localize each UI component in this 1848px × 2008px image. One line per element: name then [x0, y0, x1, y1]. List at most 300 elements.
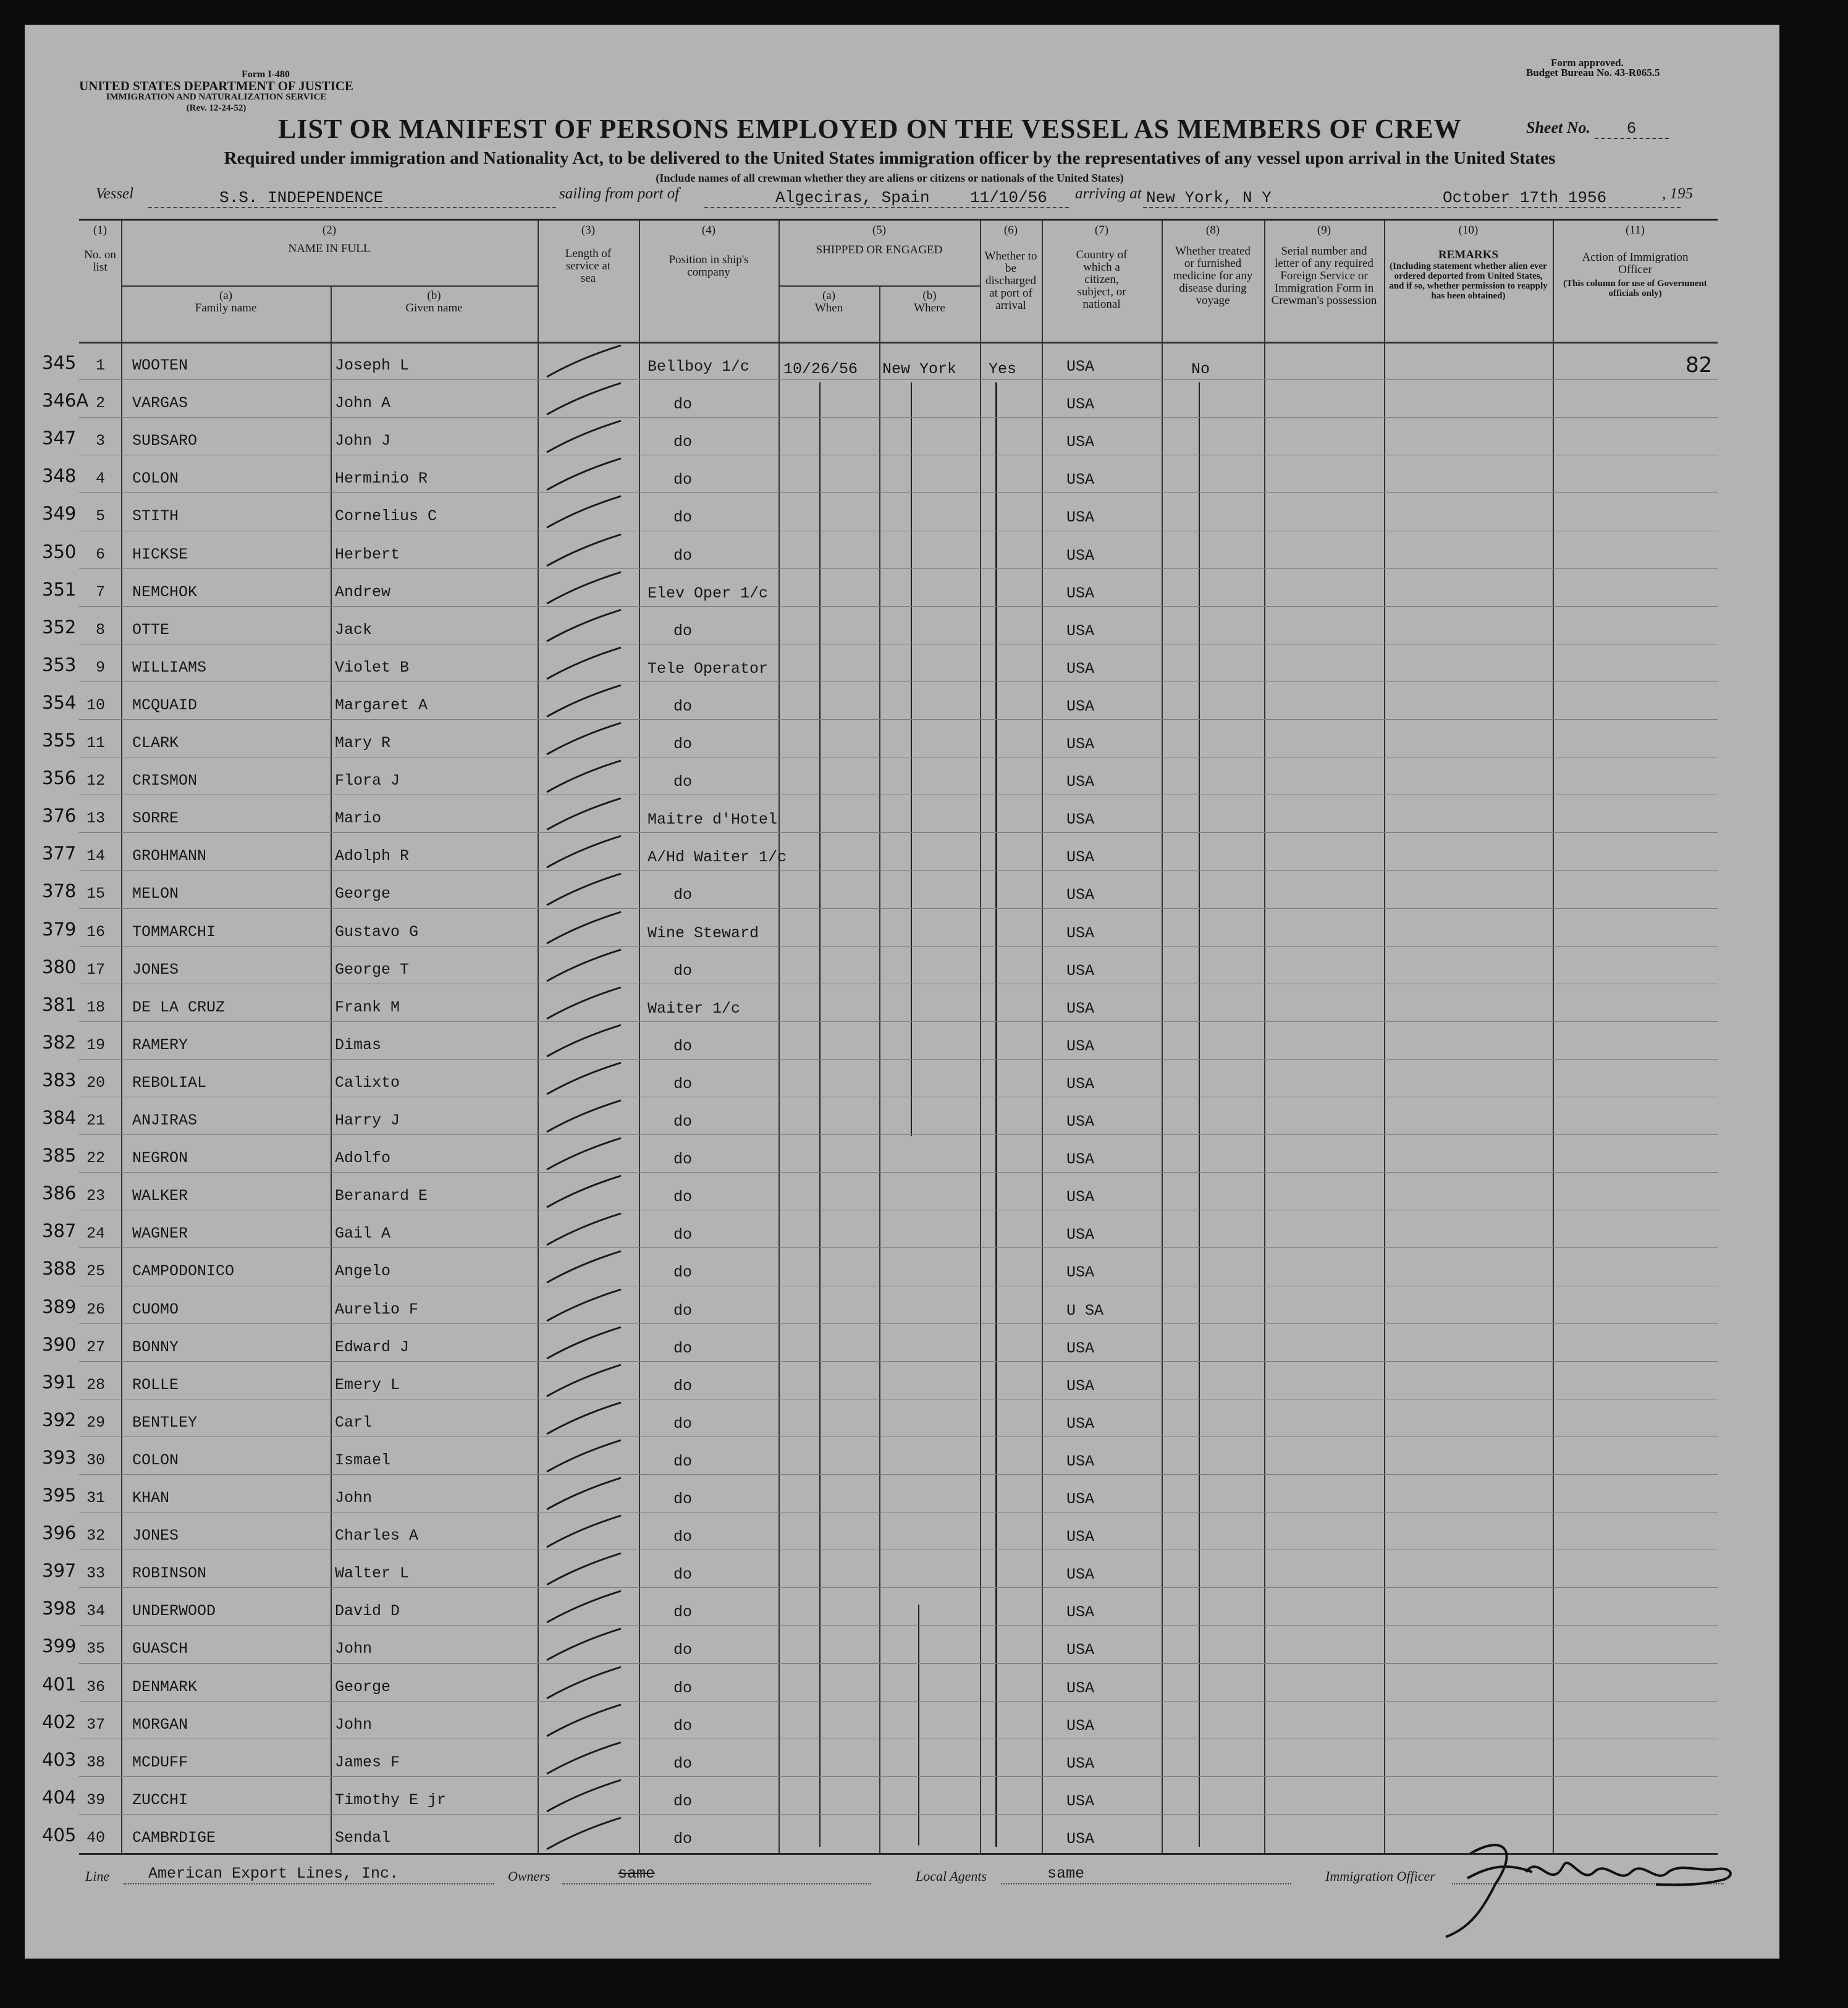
service-check-mark — [544, 1098, 630, 1135]
ditto-where-stroke-2 — [918, 1605, 919, 1846]
position: do — [673, 697, 693, 715]
position: do — [673, 1074, 693, 1093]
position: do — [673, 1490, 693, 1508]
col1-number: (1) — [93, 224, 108, 237]
country: USA — [1066, 1603, 1095, 1622]
position: Tele Operator — [648, 659, 769, 678]
row-divider — [79, 681, 1718, 682]
check-stroke — [547, 648, 621, 679]
check-stroke — [547, 1025, 621, 1057]
row-number: 12 — [86, 772, 105, 790]
row-number: 32 — [86, 1527, 105, 1545]
check-stroke — [547, 610, 621, 641]
row-divider — [79, 1701, 1718, 1702]
row-divider — [79, 379, 1718, 380]
check-stroke — [547, 1063, 621, 1094]
family-name: NEGRON — [132, 1149, 188, 1168]
country: USA — [1066, 1263, 1095, 1282]
country: USA — [1066, 811, 1095, 829]
row-number: 24 — [86, 1225, 105, 1243]
check-stroke — [547, 987, 621, 1019]
service-check-mark — [544, 1173, 630, 1210]
revision-date: (Rev. 12-24-52) — [186, 103, 247, 113]
family-name: RAMERY — [132, 1036, 188, 1054]
row-mark: 387 — [42, 1220, 77, 1242]
check-stroke — [547, 534, 621, 566]
position: do — [673, 961, 693, 980]
family-name: ROBINSON — [132, 1564, 207, 1583]
country: USA — [1066, 1716, 1095, 1735]
row-divider — [79, 946, 1718, 947]
service-check-mark — [544, 909, 630, 947]
row-divider — [79, 832, 1718, 833]
given-name: Emery L — [335, 1375, 400, 1394]
family-name: CAMPODONICO — [132, 1262, 235, 1281]
family-name: OTTE — [132, 620, 170, 639]
col3-title: Length of service at sea — [565, 247, 612, 285]
given-name: Cornelius C — [335, 507, 437, 526]
crew-table — [42, 219, 1718, 1855]
row-mark: 381 — [42, 993, 77, 1015]
check-stroke — [547, 421, 621, 452]
col2-number: (2) — [322, 224, 337, 237]
family-name: WALKER — [132, 1187, 188, 1205]
position: do — [673, 1263, 693, 1282]
service-check-mark — [544, 645, 630, 682]
position: do — [673, 395, 693, 414]
position: do — [673, 546, 693, 565]
row-number: 16 — [86, 922, 105, 941]
service-check-mark — [544, 532, 630, 569]
service-check-mark — [544, 494, 630, 531]
col2b-header — [331, 290, 538, 314]
given-name: Beranard E — [335, 1187, 428, 1205]
service-check-mark — [544, 1211, 630, 1248]
row-number: 4 — [95, 470, 105, 488]
family-name: DE LA CRUZ — [132, 998, 226, 1016]
page-title: LIST OR MANIFEST OF PERSONS EMPLOYED ON THE VESSEL AS MEMBERS OF CREW — [278, 114, 1462, 144]
row-number: 13 — [86, 809, 105, 828]
row-number: 11 — [86, 734, 105, 752]
row-divider — [79, 1663, 1718, 1664]
row-number: 7 — [95, 583, 105, 601]
position: do — [673, 735, 693, 753]
row-number: 17 — [86, 960, 105, 979]
row-number: 3 — [95, 432, 105, 450]
row-divider — [79, 1587, 1718, 1588]
row-number: 6 — [95, 545, 105, 563]
given-name: Aurelio F — [335, 1300, 419, 1318]
col8-header — [1162, 224, 1264, 307]
row-mark: 405 — [42, 1824, 77, 1846]
row-mark: 390 — [42, 1333, 77, 1355]
form-number: Form I-480 — [242, 69, 290, 80]
col7-title: Country of which a citizen, subject, or national — [1076, 248, 1128, 311]
col11-number: (11) — [1626, 224, 1645, 237]
vessel-label: Vessel — [96, 185, 134, 202]
country: USA — [1066, 584, 1095, 602]
check-stroke — [547, 912, 621, 943]
row-mark: 355 — [42, 730, 77, 751]
col7-number: (7) — [1094, 224, 1109, 237]
country: USA — [1066, 886, 1095, 905]
given-name: Andrew — [335, 583, 391, 601]
service-check-mark — [544, 1475, 630, 1512]
family-name: SUBSARO — [132, 432, 198, 450]
given-name: Ismael — [335, 1451, 391, 1469]
row-mark: 393 — [42, 1446, 77, 1468]
service-check-mark — [544, 456, 630, 493]
col5-number: (5) — [872, 224, 887, 237]
given-name: Flora J — [335, 772, 400, 790]
service-check-mark — [544, 833, 630, 871]
shipped-where: New York — [882, 360, 957, 378]
ditto-when-stroke — [819, 382, 821, 1847]
family-name: BONNY — [132, 1338, 179, 1356]
country: USA — [1066, 433, 1095, 452]
include-note: (Include names of all crewman whether they are aliens or citizens or nationals of the United States) — [656, 172, 1124, 184]
check-stroke — [547, 1251, 621, 1283]
shipped-when: 10/26/56 — [783, 360, 858, 378]
service-check-mark — [544, 683, 630, 720]
country: USA — [1066, 735, 1095, 753]
row-mark: 377 — [42, 843, 77, 864]
col2-header — [121, 224, 538, 255]
col4-title: Position in ship's company — [669, 253, 749, 279]
row-number: 37 — [86, 1715, 105, 1734]
family-name: GROHMANN — [132, 847, 207, 866]
given-name: Frank M — [335, 998, 400, 1016]
country: USA — [1066, 1829, 1095, 1848]
position: do — [673, 1339, 693, 1357]
col-divider — [980, 221, 981, 1853]
shipped-subheader-line — [778, 285, 980, 287]
row-number: 31 — [86, 1489, 105, 1507]
row-mark: 391 — [42, 1371, 77, 1393]
position: do — [673, 508, 693, 527]
family-name: WAGNER — [132, 1225, 188, 1243]
row-number: 1 — [95, 356, 105, 374]
row-mark: 384 — [42, 1107, 77, 1128]
col-divider — [538, 221, 539, 1853]
service-check-mark — [544, 1060, 630, 1097]
check-stroke — [547, 1516, 621, 1547]
check-stroke — [547, 458, 621, 490]
service-check-mark — [544, 1740, 630, 1777]
position: do — [673, 1603, 693, 1622]
col3-number: (3) — [581, 224, 596, 237]
given-name: Carl — [335, 1413, 373, 1432]
family-name: MORGAN — [132, 1715, 188, 1734]
family-name: MELON — [132, 885, 179, 903]
col2b-number: (b) — [427, 289, 441, 302]
country: USA — [1066, 1377, 1095, 1395]
country: USA — [1066, 1226, 1095, 1244]
col2a-number: (a) — [219, 289, 233, 302]
row-divider — [79, 1814, 1718, 1815]
country: USA — [1066, 1150, 1095, 1169]
country: USA — [1066, 1566, 1095, 1584]
family-name: CAMBRDIGE — [132, 1828, 216, 1847]
row-divider — [79, 1172, 1718, 1173]
service-check-mark — [544, 796, 630, 833]
check-stroke — [547, 1100, 621, 1132]
row-divider — [79, 492, 1718, 493]
agents-value: same — [1047, 1865, 1085, 1883]
given-name: John — [335, 1715, 373, 1734]
service-check-mark — [544, 1136, 630, 1173]
country: USA — [1066, 471, 1095, 489]
owners-label: Owners — [508, 1868, 551, 1884]
position: Waiter 1/c — [648, 999, 741, 1018]
service-check-mark — [544, 1551, 630, 1588]
vessel-name: S.S. INDEPENDENCE — [219, 188, 384, 207]
row-divider — [79, 1323, 1718, 1324]
officer-label: Immigration Officer — [1325, 1868, 1435, 1884]
row-number: 8 — [95, 620, 105, 639]
position: do — [673, 1113, 693, 1131]
country: USA — [1066, 1074, 1095, 1093]
given-name: Harry J — [335, 1112, 400, 1129]
row-mark: 354 — [42, 691, 77, 713]
row-divider — [79, 1625, 1718, 1626]
country: USA — [1066, 1641, 1095, 1660]
given-name: John A — [335, 394, 391, 413]
row-mark: 352 — [42, 616, 77, 638]
year-suffix: , 195 — [1662, 185, 1693, 202]
page-subtitle: Required under immigration and Nationality Act, to be delivered to the United States immigration officer by the representatives of any vessel upon arrival in the United States — [224, 148, 1556, 168]
service-check-mark — [544, 1702, 630, 1739]
country: USA — [1066, 1339, 1095, 1357]
service-check-mark — [544, 1664, 630, 1702]
position: do — [673, 1037, 693, 1055]
check-stroke — [547, 496, 621, 528]
col4-number: (4) — [701, 224, 716, 237]
form-approval — [1526, 58, 1660, 78]
country: USA — [1066, 1792, 1095, 1810]
arrival-port: New York, N Y — [1146, 188, 1272, 207]
row-divider — [79, 1776, 1718, 1777]
col6-number: (6) — [1003, 224, 1018, 237]
check-stroke — [547, 950, 621, 981]
position: do — [673, 1829, 693, 1848]
family-name: CLARK — [132, 734, 179, 752]
check-stroke — [547, 1176, 621, 1207]
family-name: COLON — [132, 1451, 179, 1469]
country: USA — [1066, 395, 1095, 414]
row-number: 40 — [86, 1828, 105, 1847]
col5a-header — [778, 290, 879, 314]
family-name: UNDERWOOD — [132, 1602, 216, 1621]
ditto-discharge-stroke — [995, 382, 997, 1847]
officer-signature — [1433, 1829, 1742, 1946]
row-divider — [79, 870, 1718, 871]
row-divider — [79, 1134, 1718, 1135]
row-mark: 350 — [42, 541, 77, 562]
check-stroke — [547, 1365, 621, 1396]
row-mark: 385 — [42, 1145, 77, 1166]
country: USA — [1066, 697, 1095, 715]
check-stroke — [547, 1403, 621, 1434]
row-number: 35 — [86, 1640, 105, 1658]
name-subheader-line — [121, 285, 538, 287]
col2b-title: Given name — [405, 302, 463, 314]
row-number: 5 — [95, 507, 105, 526]
row-number: 10 — [86, 696, 105, 714]
agents-label: Local Agents — [916, 1868, 987, 1884]
position: do — [673, 1150, 693, 1169]
row-mark: 401 — [42, 1673, 77, 1695]
line-label: Line — [85, 1868, 110, 1884]
row-mark: 382 — [42, 1031, 77, 1053]
col8-title: Whether treated or furnished medicine for any disease during voyage — [1173, 245, 1253, 307]
sheet-label: Sheet No. — [1526, 119, 1590, 137]
family-name: CUOMO — [132, 1300, 179, 1318]
country: USA — [1066, 773, 1095, 791]
check-stroke — [547, 1289, 621, 1321]
agents-underline — [1001, 1883, 1291, 1884]
col2a-header — [121, 290, 331, 314]
position: A/Hd Waiter 1/c — [648, 848, 787, 867]
given-name: Margaret A — [335, 696, 428, 714]
col11-title: Action of Immigration Officer — [1582, 251, 1689, 276]
country: USA — [1066, 1679, 1095, 1697]
col-divider — [331, 285, 332, 1853]
col2-title: NAME IN FULL — [288, 242, 371, 255]
col-divider — [639, 221, 640, 1853]
given-name: Joseph L — [335, 356, 410, 374]
given-name: John — [335, 1489, 373, 1507]
position: do — [673, 1641, 693, 1660]
service-check-mark — [544, 1778, 630, 1815]
row-number: 39 — [86, 1791, 105, 1809]
row-divider — [79, 719, 1718, 720]
col3-header — [538, 224, 639, 285]
col-divider — [1384, 221, 1385, 1853]
col10-note: (Including statement whether alien ever ordered deported from United States, and if so, whether permission to reapply has been obtained) — [1389, 261, 1548, 301]
country: USA — [1066, 358, 1095, 376]
country: USA — [1066, 924, 1095, 942]
row-mark: 378 — [42, 880, 77, 902]
family-name: HICKSE — [132, 545, 188, 563]
position: Wine Steward — [648, 924, 759, 942]
family-name: KHAN — [132, 1489, 170, 1507]
arrival-date: October 17th 1956 — [1443, 188, 1607, 207]
check-stroke — [547, 1327, 621, 1359]
row-number: 26 — [86, 1300, 105, 1318]
row-mark: 353 — [42, 654, 77, 675]
country: USA — [1066, 508, 1095, 527]
line-name: American Export Lines, Inc. — [148, 1865, 399, 1883]
family-name: TOMMARCHI — [132, 922, 216, 941]
family-name: DENMARK — [132, 1677, 198, 1696]
family-name: STITH — [132, 507, 179, 526]
given-name: Mary R — [335, 734, 391, 752]
row-mark: 349 — [42, 503, 77, 525]
col-divider — [778, 221, 780, 1853]
service-check-mark — [544, 1362, 630, 1399]
col1-header — [79, 224, 121, 274]
given-name: Herbert — [335, 545, 400, 563]
service-check-mark — [544, 570, 630, 607]
col9-header — [1264, 224, 1384, 307]
line-underline — [124, 1883, 494, 1884]
row-mark: 388 — [42, 1258, 77, 1280]
col-divider — [1162, 221, 1163, 1853]
arrival-underline — [1143, 207, 1681, 208]
header-bottom-line — [79, 342, 1718, 344]
service-check-mark — [544, 985, 630, 1022]
family-name: GUASCH — [132, 1640, 188, 1658]
given-name: George — [335, 885, 391, 903]
country: USA — [1066, 1414, 1095, 1433]
col1-title: No. on list — [84, 248, 116, 274]
col5a-number: (a) — [822, 289, 836, 302]
departure-port: Algeciras, Spain — [775, 188, 930, 207]
service-check-mark — [544, 758, 630, 795]
row-mark: 345 — [42, 352, 77, 373]
sheet-number — [1526, 119, 1669, 139]
country: U SA — [1066, 1301, 1104, 1320]
row-mark: 403 — [42, 1749, 77, 1770]
given-name: Timothy E jr — [335, 1791, 447, 1809]
row-mark: 348 — [42, 465, 77, 487]
row-number: 2 — [95, 394, 105, 413]
family-name: WILLIAMS — [132, 658, 207, 677]
row-mark: 395 — [42, 1485, 77, 1506]
check-stroke — [547, 1667, 621, 1698]
row-number: 28 — [86, 1375, 105, 1394]
country: USA — [1066, 1113, 1095, 1131]
row-divider — [79, 606, 1718, 607]
given-name: George T — [335, 960, 410, 979]
row-mark: 383 — [42, 1069, 77, 1090]
department-name: UNITED STATES DEPARTMENT OF JUSTICE — [79, 78, 353, 93]
position: do — [673, 1754, 693, 1773]
discharged-value: Yes — [989, 360, 1017, 378]
col5b-title: Where — [914, 302, 945, 314]
row-number: 33 — [86, 1564, 105, 1583]
service-check-mark — [544, 871, 630, 908]
family-name: MCQUAID — [132, 696, 198, 714]
check-stroke — [547, 1591, 621, 1622]
check-stroke — [547, 1440, 621, 1472]
row-mark: 399 — [42, 1635, 77, 1657]
country: USA — [1066, 1490, 1095, 1508]
col10-number: (10) — [1458, 224, 1479, 237]
given-name: Sendal — [335, 1828, 391, 1847]
col7-header — [1042, 224, 1162, 311]
row-number: 38 — [86, 1753, 105, 1771]
row-mark: 356 — [42, 767, 77, 789]
check-stroke — [547, 798, 621, 830]
given-name: Herminio R — [335, 470, 428, 488]
row-mark: 404 — [42, 1786, 77, 1808]
row-mark: 396 — [42, 1522, 77, 1544]
country: USA — [1066, 1528, 1095, 1546]
position: do — [673, 1188, 693, 1207]
family-name: COLON — [132, 470, 179, 488]
country: USA — [1066, 622, 1095, 640]
officer-mark: 82 — [1686, 353, 1713, 378]
family-name: VARGAS — [132, 394, 188, 413]
col5b-header — [879, 290, 980, 314]
col5-title: SHIPPED OR ENGAGED — [816, 243, 943, 256]
col9-title: Serial number and letter of any required Foreign Service or Immigration Form in Crewman's possession — [1271, 245, 1377, 307]
service-check-mark — [544, 1325, 630, 1362]
service-check-mark — [544, 1626, 630, 1663]
family-name: REBOLIAL — [132, 1073, 207, 1092]
